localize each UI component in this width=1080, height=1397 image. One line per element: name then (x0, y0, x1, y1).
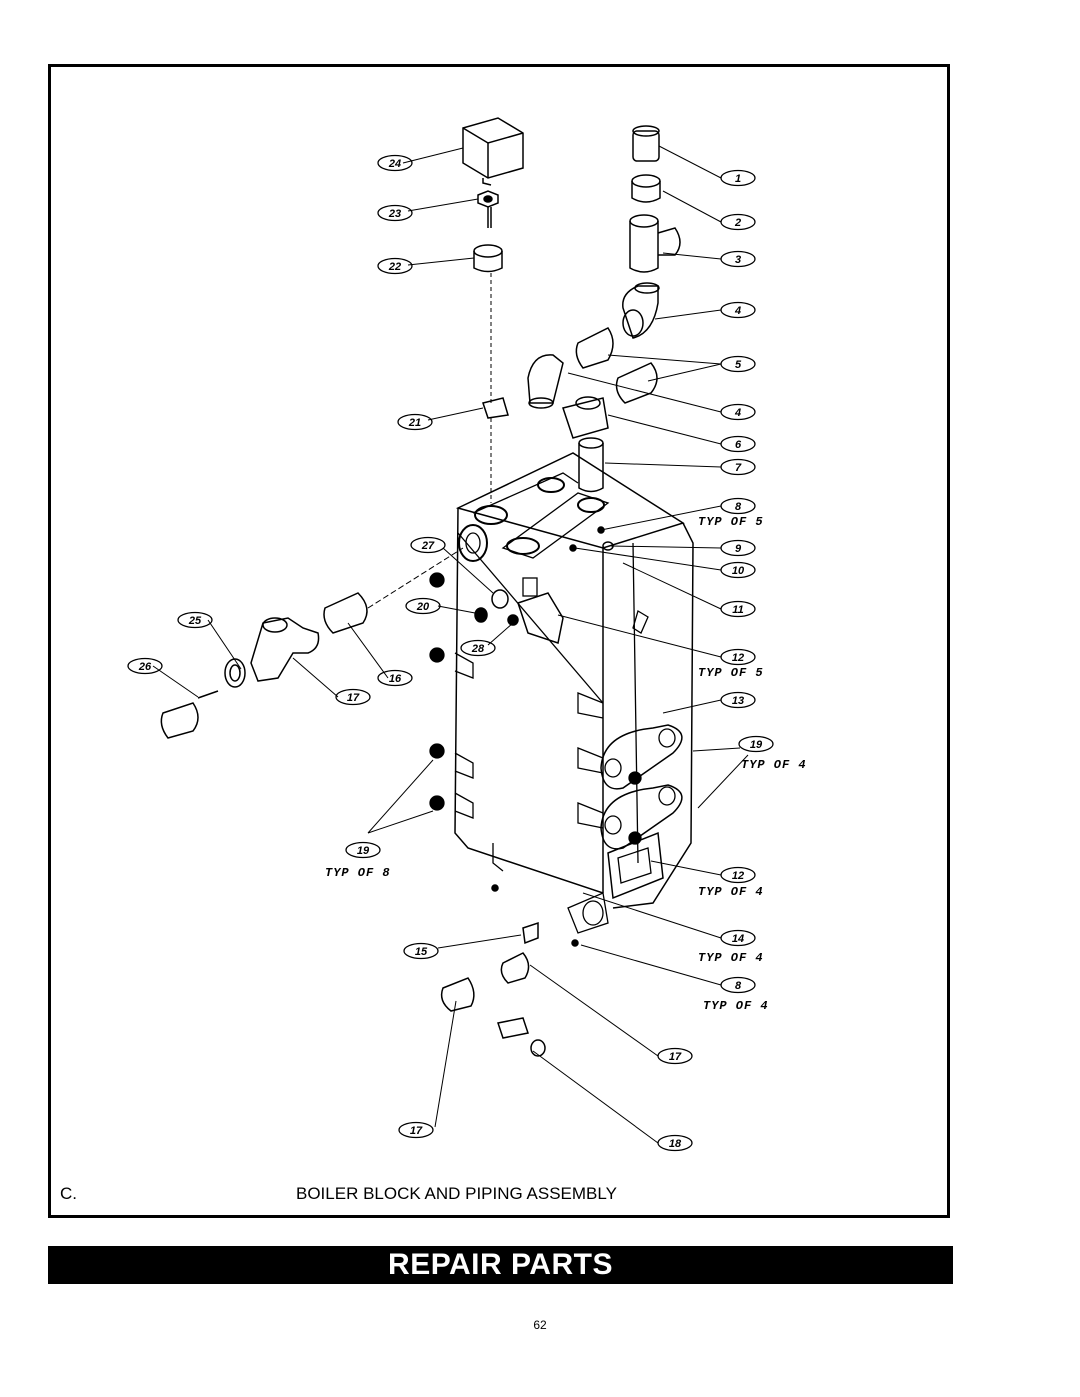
callout-17a (658, 1049, 692, 1064)
callout-3 (721, 252, 755, 267)
svg-text:17: 17 (346, 692, 360, 704)
typ-label-19a: TYP OF 4 (741, 758, 807, 772)
callout-8a (721, 499, 755, 514)
callout-8b (721, 978, 755, 993)
callout-5 (721, 357, 755, 372)
svg-text:4: 4 (734, 407, 742, 419)
callout-19a (739, 737, 773, 752)
callout-12b (721, 868, 755, 883)
callout-12a (721, 650, 755, 665)
top-left-components (463, 118, 523, 503)
callout-14 (721, 931, 755, 946)
svg-text:12: 12 (731, 870, 745, 882)
callout-27 (411, 538, 445, 553)
svg-text:3: 3 (734, 254, 742, 266)
callout-17b (399, 1123, 433, 1138)
callout-26 (128, 659, 162, 674)
svg-text:8: 8 (734, 980, 742, 992)
page-number: 62 (533, 1318, 547, 1332)
svg-text:14: 14 (731, 933, 745, 945)
typ-label-8a: TYP OF 5 (698, 515, 764, 529)
callout-13 (721, 693, 755, 708)
callout-11 (721, 602, 755, 617)
callout-1 (721, 171, 755, 186)
svg-text:28: 28 (471, 643, 485, 655)
callout-4a (721, 303, 755, 318)
svg-text:5: 5 (734, 359, 742, 371)
svg-text:24: 24 (388, 158, 402, 170)
typ-label-19b: TYP OF 8 (325, 866, 391, 880)
callout-19b (346, 843, 380, 858)
svg-text:27: 27 (421, 540, 435, 552)
caption-letter: C. (60, 1184, 77, 1203)
callout-9 (721, 541, 755, 556)
svg-text:20: 20 (416, 601, 430, 613)
callout-16 (378, 671, 412, 686)
callout-2 (721, 215, 755, 230)
svg-text:19: 19 (749, 739, 763, 751)
callout-28 (461, 641, 495, 656)
svg-text:11: 11 (732, 604, 744, 616)
svg-text:19: 19 (356, 845, 370, 857)
svg-text:17: 17 (409, 1125, 423, 1137)
svg-text:10: 10 (731, 565, 745, 577)
callout-21 (398, 415, 432, 430)
callout-17c (336, 690, 370, 705)
bottom-parts (442, 527, 613, 1056)
svg-text:22: 22 (388, 261, 402, 273)
repair-parts-banner: REPAIR PARTS (48, 1246, 953, 1284)
callout-6 (721, 437, 755, 452)
svg-text:17: 17 (668, 1051, 682, 1063)
typ-label-8b: TYP OF 4 (703, 999, 769, 1013)
svg-text:23: 23 (388, 208, 402, 220)
callouts (128, 156, 773, 1151)
callout-22 (378, 259, 412, 274)
callout-20 (406, 599, 440, 614)
top-right-piping (528, 126, 680, 492)
svg-text:8: 8 (734, 501, 742, 513)
typ-label-12b: TYP OF 4 (698, 885, 764, 899)
svg-text:15: 15 (414, 946, 428, 958)
svg-text:12: 12 (731, 652, 745, 664)
svg-text:25: 25 (188, 615, 202, 627)
callout-10 (721, 563, 755, 578)
boiler-block (430, 453, 693, 933)
svg-text:9: 9 (734, 543, 742, 555)
callout-7 (721, 460, 755, 475)
svg-text:7: 7 (734, 462, 742, 474)
caption-title: BOILER BLOCK AND PIPING ASSEMBLY (296, 1184, 617, 1203)
callout-24 (378, 156, 412, 171)
typ-label-14: TYP OF 4 (698, 951, 764, 965)
svg-text:4: 4 (734, 305, 742, 317)
svg-text:1: 1 (734, 173, 742, 185)
svg-text:13: 13 (731, 695, 745, 707)
callout-25 (178, 613, 212, 628)
svg-text:21: 21 (408, 417, 422, 429)
callout-4b (721, 405, 755, 420)
callout-18 (658, 1136, 692, 1151)
svg-text:6: 6 (734, 439, 742, 451)
diagram-frame (48, 64, 950, 1218)
svg-text:2: 2 (734, 217, 742, 229)
exploded-parts-diagram (51, 67, 947, 1215)
typ-label-12a: TYP OF 5 (698, 666, 764, 680)
svg-text:18: 18 (668, 1138, 682, 1150)
svg-text:16: 16 (388, 673, 402, 685)
svg-text:26: 26 (138, 661, 152, 673)
callout-15 (404, 944, 438, 959)
callout-23 (378, 206, 412, 221)
